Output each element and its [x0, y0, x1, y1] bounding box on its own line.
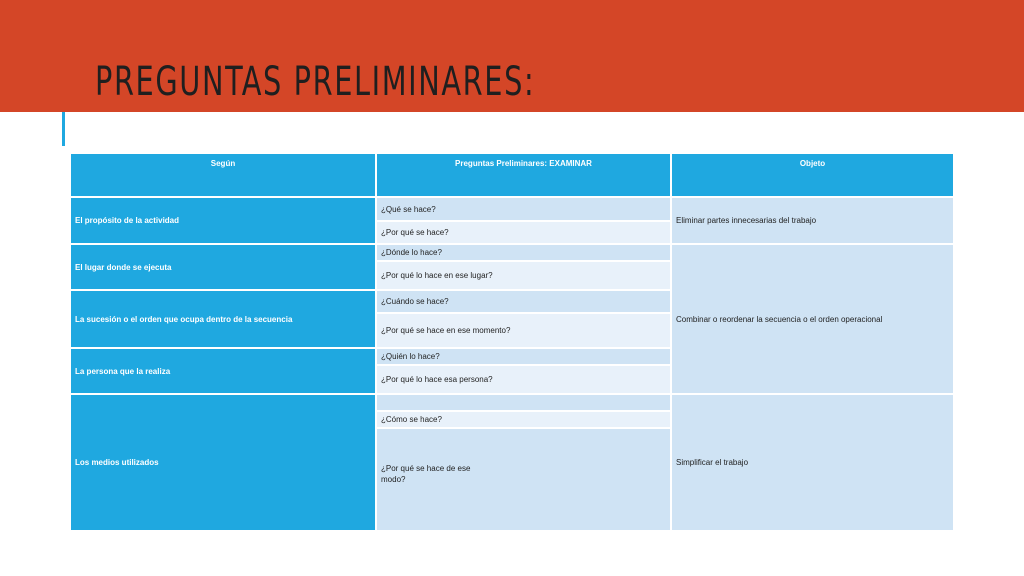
question-cell: ¿Cuándo se hace? [376, 290, 671, 313]
criterion-proposito: El propósito de la actividad [70, 197, 376, 244]
table-header-row [70, 153, 954, 197]
question-cell: ¿Por qué se hace de ese modo? [376, 428, 671, 531]
table-row [70, 197, 954, 221]
criterion-persona: La persona que la realiza [70, 348, 376, 394]
question-cell: ¿Por qué lo hace esa persona? [376, 365, 671, 394]
header-objeto: Objeto [671, 153, 954, 197]
question-cell: ¿Por qué lo hace en ese lugar? [376, 261, 671, 290]
header-segun: Según [70, 153, 376, 197]
slide-title: PREGUNTAS PRELIMINARES: [95, 59, 536, 105]
preliminary-questions-table [69, 152, 955, 532]
question-cell [376, 394, 671, 411]
criterion-medios: Los medios utilizados [70, 394, 376, 531]
table-row [70, 394, 954, 411]
question-cell: ¿Qué se hace? [376, 197, 671, 221]
objective-combinar: Combinar o reordenar la secuencia o el orden operacional [671, 244, 954, 394]
header-preguntas: Preguntas Preliminares: EXAMINAR [376, 153, 671, 197]
criterion-lugar: El lugar donde se ejecuta [70, 244, 376, 290]
objective-eliminar: Eliminar partes innecesarias del trabajo [671, 197, 954, 244]
question-cell: ¿Dónde lo hace? [376, 244, 671, 261]
criterion-sucesion: La sucesión o el orden que ocupa dentro de la secuencia [70, 290, 376, 348]
objective-simplificar: Simplificar el trabajo [671, 394, 954, 531]
question-cell: ¿Cómo se hace? [376, 411, 671, 428]
accent-bar [62, 112, 65, 146]
question-cell: ¿Por qué se hace? [376, 221, 671, 244]
question-cell: ¿Quién lo hace? [376, 348, 671, 365]
table-row [70, 244, 954, 261]
question-cell: ¿Por qué se hace en ese momento? [376, 313, 671, 348]
